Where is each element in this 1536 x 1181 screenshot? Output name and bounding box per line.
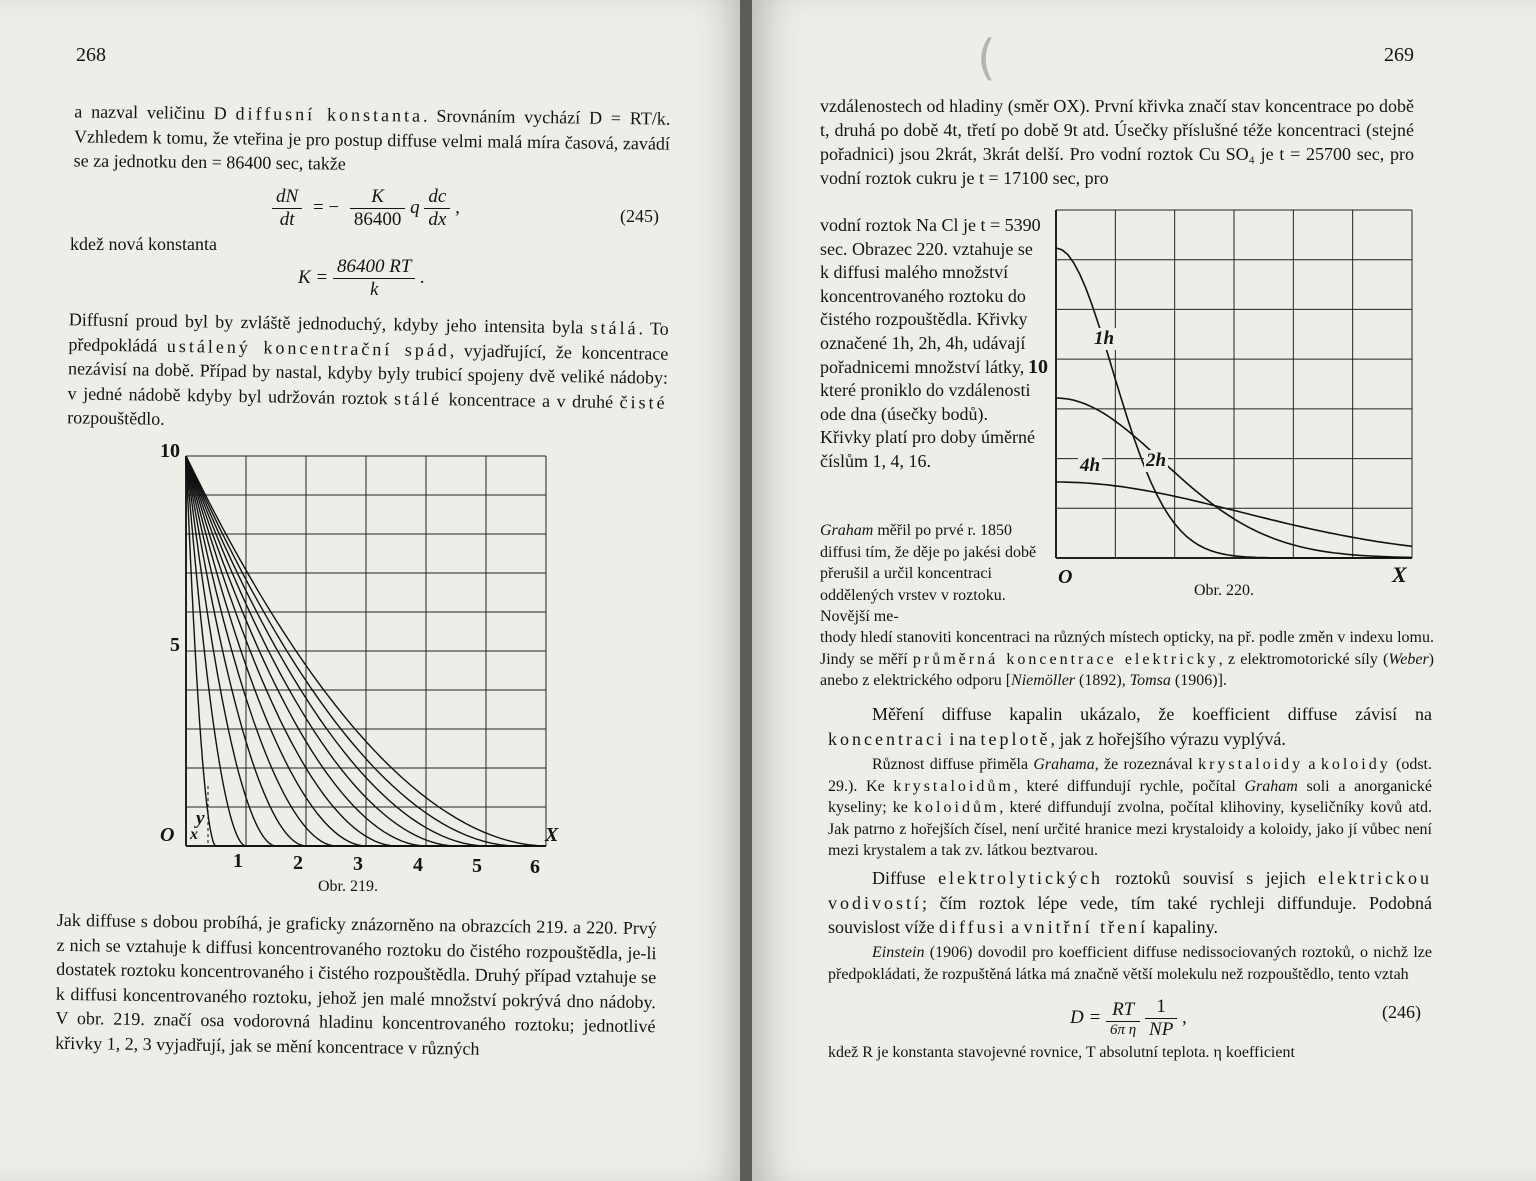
fig220-y-label: 10 xyxy=(1028,356,1048,378)
fig220-curve-label-1h: 1h xyxy=(1094,328,1115,349)
spaced-term: diffusní konstanta xyxy=(235,103,424,126)
right-paragraph-narrow: vodní roztok Na Cl je t = 5390 sec. Obrazec 220. vztahuje se k diffusi malého množství koncentrovaného roztoku do čistého rozpouštědla. Křivky označené 1h, 2h, 4h, udávají pořadnicemi množství látky, které proniklo do vzdálenosti ode dna (úsečky bodů). Křivky platí pro doby úměrné číslům 1, 4, 16. xyxy=(820,215,1041,471)
fig219-y-symbol: y xyxy=(196,808,205,829)
figure-220-plot xyxy=(1052,204,1422,564)
fig219-x-tick-2: 2 xyxy=(293,852,303,874)
fig219-x-tick-6: 6 xyxy=(530,856,540,878)
fig219-x-symbol: x xyxy=(190,826,198,843)
left-paragraph-4: Jak diffuse s dobou probíhá, je graficky znázorněno na obrazcích 219. a 220. Prvý z nich se vztahuje k diffusi koncentrovaného roztoku do čistého rozpouštědla, je-li dostatek roztoku koncentrovaného i čistého rozpouštědla. Druhý případ vztahuje se k diffusi koncentrovaného roztoku, jehož jen malé množství pokrývá dno nádoby. V obr. 219. značí osa vodorovná hladinu koncentrovaného roztoku; jednotlivé křivky 1, 2, 3 vyjadřují, jak se mění koncentrace v různých xyxy=(55,909,657,1059)
fig219-y-top-label: 10 xyxy=(160,440,180,462)
fig219-origin-label: O xyxy=(160,824,175,846)
fig219-caption: Obr. 219. xyxy=(318,878,378,895)
equation-number-245: (245) xyxy=(620,206,659,226)
fig219-y-mid-label: 5 xyxy=(170,634,180,656)
right-paragraph-einstein: Einstein (1906) dovodil pro koefficient diffuse nedissociovaných roztoků, o nichž lze předpokládati, že rozpuštěná látka má značně větší molekulu než rozpouštědlo, tento vztah xyxy=(828,944,1432,983)
left-paragraph-1: a nazval veličinu D diffusní konstanta. Srovnáním vychází D = RT/k. Vzhledem k tomu, že vteřina je pro postup diffuse velmi malá míra časová, zavádí se za jednotku den = 86400 sec, takže xyxy=(73,101,671,174)
fig219-x-tick-5: 5 xyxy=(472,855,482,877)
fig220-caption: Obr. 220. xyxy=(1194,582,1254,599)
right-graham-narrow: Graham měřil po prvé r. 1850 diffusi tím, že děje po jakési době přerušil a určil koncentraci oddělených vrstev v roztoku. Novější me- xyxy=(820,522,1037,625)
equation-k: K = $\frac{86400 RT}{k}$ . xyxy=(298,256,425,300)
fig220-curve-label-2h: 2h xyxy=(1146,450,1167,471)
right-last-line: kdež R je konstanta stavojevné rovnice, T absolutní teplota. η koefficient xyxy=(828,1044,1295,1061)
fig219-x-tick-3: 3 xyxy=(353,853,363,875)
fig220-curve-label-4h: 4h xyxy=(1080,455,1101,476)
equation-number-246: (246) xyxy=(1382,1002,1421,1022)
left-paragraph-2: kdež nová konstanta xyxy=(70,234,217,254)
left-paragraph-3: Diffusní proud byl by zvláště jednoduchý, kdyby jeho intensita byla stálá. To předpokládá ustálený koncentrační spád, vyjadřující, že koncentrace nezávisí na době. Případ by nastal, kdyby byly trubicí spojeny dvě veliké nádoby: v jedné nádobě kdyby byl udržován roztok stálé koncentrace a v druhé čisté rozpouštědlo. xyxy=(67,309,669,429)
ink-mark: ( xyxy=(977,30,996,86)
page-number-right: 269 xyxy=(1384,44,1414,66)
equation-245: $\frac{dN}{dt}$ = − $\frac{K}{86400}$ q $\frac{dc}{dx}$ , xyxy=(272,186,460,231)
fig219-x-axis-label: X xyxy=(545,824,559,846)
left-page xyxy=(0,0,744,1181)
page-number-left: 268 xyxy=(76,44,106,66)
right-paragraph-mereni: Měření diffuse kapalin ukázalo, že koefficient diffuse závisí na koncentraci i na teplotě, jak z hořejšího výrazu vyplývá. xyxy=(828,704,1432,749)
fig220-origin-label: O xyxy=(1058,566,1073,588)
fig220-x-axis-label: X xyxy=(1392,562,1407,587)
equation-246: D = $\frac{RT}{\text{6π η}}$ $\frac{1}{NP}$ , xyxy=(1070,996,1187,1040)
right-paragraph-diffuse: Diffuse elektrolytických roztoků souvisí s jejich elektrickou vodivostí; čím roztok lépe vede, tím také rychleji diffunduje. Podobná souvislost víže diffusi a vnitřní tření kapaliny. xyxy=(828,868,1432,937)
right-paragraph-1: vzdálenostech od hladiny (směr OX). První křivka značí stav koncentrace po době t, druhá po době 4t, třetí po době 9t atd. Úsečky příslušné téže koncentraci (stejné pořadnici) jsou 2krát, 3krát delší. Pro vodní roztok Cu SO₄ je t = 25700 sec, pro vodní roztok cukru je t = 17100 sec, pro xyxy=(820,96,1414,188)
fig219-x-tick-4: 4 xyxy=(413,854,423,876)
fig219-x-tick-1: 1 xyxy=(233,850,243,872)
right-paragraph-roznost: Různost diffuse přiměla Grahama, že rozeznával krystaloidy a koloidy (odst. 29.). Ke krystaloidům, které diffundují rychle, počítal Graham soli a anorganické kyseliny; ke koloidům, které diffundují zvolna, počítal klihoviny, kyseličníky kovů atd. Jak patrno z hořejších čísel, není určité hranice mezi krystaloidy a koloidy, jako jí vůbec není mezi krystalem a tak zv. látkou beztvarou. xyxy=(828,756,1433,859)
right-page xyxy=(752,0,1536,1181)
figure-219-plot xyxy=(180,450,550,850)
right-graham-full: thody hledí stanoviti koncentraci na různých místech opticky, na př. podle změn v indexu lomu. Jindy se měří průměrná koncentrace elektricky, z elektromotorické síly (Weber) anebo z elektrického odporu [Niemöller (1892), Tomsa (1906)]. xyxy=(820,629,1434,689)
